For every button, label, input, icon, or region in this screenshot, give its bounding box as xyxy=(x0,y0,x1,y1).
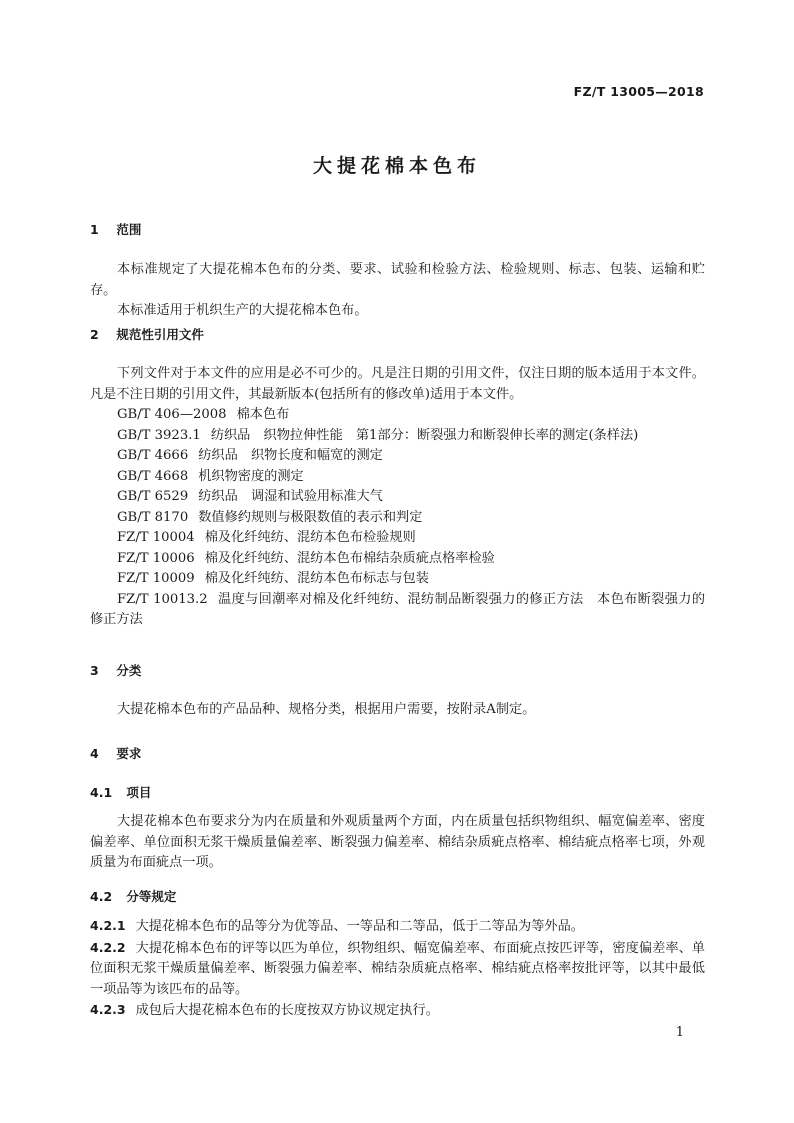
section-1-heading xyxy=(90,220,705,238)
paragraph: 本标准规定了大提花棉本色布的分类、要求、试验和检验方法、检验规则、标志、包装、运输和贮存。 xyxy=(90,262,705,298)
page-number: 1 xyxy=(675,1025,684,1040)
reference-item: GB/T 406—2008 棉本色布 xyxy=(117,407,290,422)
reference-item: FZ/T 10009 棉及化纤纯纺、混纺本色布标志与包装 xyxy=(117,571,429,586)
document-title: 大提花棉本色布 xyxy=(312,155,481,177)
section-3-body xyxy=(90,700,705,721)
reference-item: GB/T 8170 数值修约规则与极限数值的表示和判定 xyxy=(117,509,423,525)
reference-item: FZ/T 10013.2 温度与回潮率对棉及化纤纯纺、混纺制品断裂强力的修正方法 本色布断裂强力的修正方法 xyxy=(90,591,706,627)
section-3-heading xyxy=(90,661,705,679)
reference-item: GB/T 4666 纺织品 织物长度和幅宽的测定 xyxy=(117,448,383,463)
section-1-body xyxy=(90,260,705,322)
paragraph: 本标准适用于机织生产的大提花棉本色布。 xyxy=(117,303,368,318)
section-4-2-body xyxy=(90,916,705,1022)
section-number: 4.1 xyxy=(90,785,113,800)
paragraph: 大提花棉本色布要求分为内在质量和外观质量两个方面，内在质量包括织物组织、幅宽偏差率、密度偏差率、单位面积无浆干燥质量偏差率、断裂强力偏差率、棉结杂质疵点格率、棉结疵点格率七项，外观质量为布面疵点一项。 xyxy=(90,814,705,870)
section-4-2-heading xyxy=(90,887,705,905)
section-title: 项目 xyxy=(126,785,152,800)
reference-item: FZ/T 10004 棉及化纤纯纺、混纺本色布检验规则 xyxy=(117,530,416,545)
section-4-heading xyxy=(90,744,705,762)
section-number: 1 xyxy=(90,222,99,237)
paragraph: 大提花棉本色布的产品品种、规格分类，根据用户需要，按附录A制定。 xyxy=(117,702,536,717)
section-number: 4.2 xyxy=(90,889,113,904)
standard-code: FZ/T 13005—2018 xyxy=(573,84,704,99)
paragraph: 下列文件对于本文件的应用是必不可少的。凡是注日期的引用文件，仅注日期的版本适用于本文件。凡是不注日期的引用文件，其最新版本(包括所有的修改单)适用于本文件。 xyxy=(90,366,705,402)
clause: 4.2.2 大提花棉本色布的评等以匹为单位，织物组织、幅宽偏差率、布面疵点按匹评等，密度偏差率、单位面积无浆干燥质量偏差率、断裂强力偏差率、棉结杂质疵点格率、棉结疵点格率按批评等，以其中最低一项品等为该匹布的品等。 xyxy=(90,939,705,997)
reference-item: GB/T 3923.1 纺织品 织物拉伸性能 第1部分：断裂强力和断裂伸长率的测定(条样法) xyxy=(117,427,639,443)
section-title: 分类 xyxy=(116,663,142,678)
section-title: 要求 xyxy=(116,746,142,761)
section-2-body xyxy=(90,364,705,631)
section-title: 规范性引用文件 xyxy=(116,327,204,342)
section-number: 4 xyxy=(90,746,99,761)
clause: 4.2.3 成包后大提花棉本色布的长度按双方协议规定执行。 xyxy=(90,1002,439,1018)
reference-item: GB/T 6529 纺织品 调湿和试验用标准大气 xyxy=(117,489,383,504)
section-number: 2 xyxy=(90,327,99,342)
section-title: 分等规定 xyxy=(126,889,177,904)
section-4-1-body xyxy=(90,812,705,874)
section-4-1-heading xyxy=(90,783,705,801)
section-2-heading xyxy=(90,325,705,343)
section-title: 范围 xyxy=(116,222,142,237)
reference-item: FZ/T 10006 棉及化纤纯纺、混纺本色布棉结杂质疵点格率检验 xyxy=(117,550,495,566)
section-number: 3 xyxy=(90,663,99,678)
clause: 4.2.1 大提花棉本色布的品等分为优等品、一等品和二等品，低于二等品为等外品。 xyxy=(90,918,584,934)
reference-item: GB/T 4668 机织物密度的测定 xyxy=(117,468,304,484)
